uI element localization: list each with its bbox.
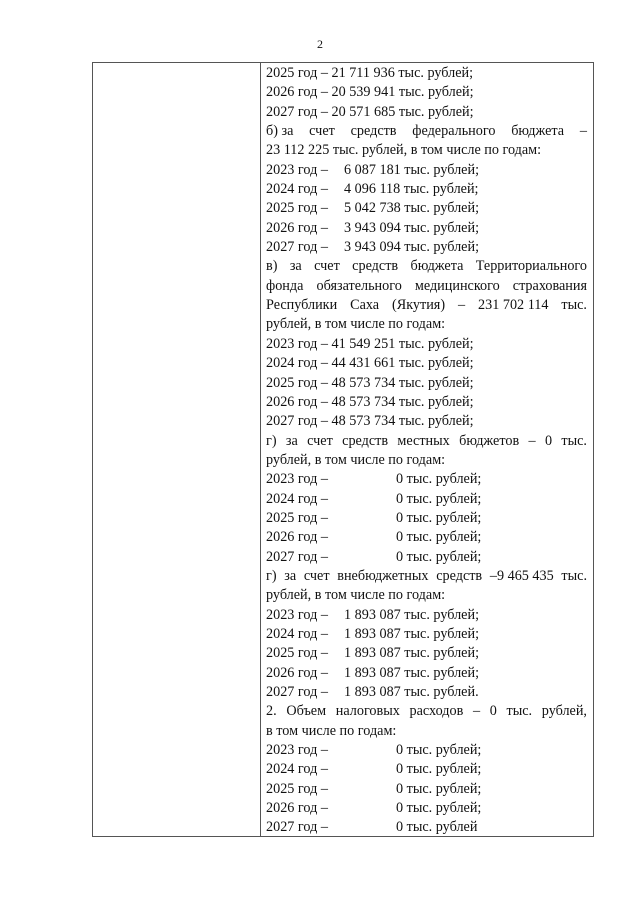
year-label: 2027 год – — [266, 684, 328, 700]
section-v-heading-tail: рублей, в том числе по годам: — [266, 316, 446, 333]
word: Республики — [266, 297, 338, 314]
section-tax-heading — [266, 702, 587, 721]
year-label: 2027 год – — [266, 239, 328, 256]
section-tax-heading-tail: в том числе по годам: — [266, 722, 397, 739]
word: (Якутия) — [392, 297, 446, 314]
table-right-cell — [266, 64, 587, 838]
year-label: 2025 год – — [266, 780, 328, 797]
word: средств — [342, 432, 389, 449]
word: тыс. — [561, 432, 587, 449]
amount-value: 1 893 087 тыс. рублей; — [344, 625, 480, 642]
section-b-heading-tail: 23 112 225 тыс. рублей, в том числе по годам: — [266, 142, 542, 159]
year-label: 2025 год – — [266, 509, 328, 526]
amount-value: 0 тыс. рублей; — [396, 761, 482, 778]
word: – — [472, 703, 481, 720]
amount-value: 4 096 118 тыс. рублей; — [344, 181, 479, 198]
year-row — [266, 470, 587, 489]
text-line: 2026 год – 20 539 941 тыс. рублей; — [266, 84, 474, 101]
year-label: 2027 год – — [266, 819, 328, 836]
word: за — [289, 258, 302, 275]
year-label: 2024 год – — [266, 490, 328, 507]
word: бюджетов — [459, 432, 520, 449]
word: бюджета — [511, 123, 565, 140]
word: местных — [397, 432, 450, 449]
year-row — [266, 780, 587, 799]
year-row: 2024 год – 44 431 661 тыс. рублей; — [266, 355, 474, 372]
amount-value: 1 893 087 тыс. рублей. — [344, 684, 479, 700]
year-row — [266, 548, 587, 567]
year-row — [266, 664, 587, 683]
year-label: 2026 год – — [266, 529, 328, 546]
year-label: 2024 год – — [266, 625, 328, 642]
page-number: 2 — [317, 37, 323, 51]
year-label: 2023 год – — [266, 742, 328, 759]
word: 2. — [266, 703, 277, 720]
word: 0 — [544, 432, 553, 449]
word: в) — [266, 258, 278, 275]
year-label: 2024 год – — [266, 181, 328, 198]
section-g-local-heading — [266, 432, 587, 451]
word: внебюджетных — [337, 567, 429, 584]
word: счет — [303, 567, 330, 584]
amount-value: 3 943 094 тыс. рублей; — [344, 219, 480, 236]
word: средств — [352, 258, 399, 275]
amount-value: 1 893 087 тыс. рублей; — [344, 664, 480, 681]
year-row: 2027 год – 48 573 734 тыс. рублей; — [266, 413, 474, 430]
word: – — [528, 432, 536, 449]
year-row — [266, 199, 587, 218]
amount-value: 5 042 738 тыс. рублей; — [344, 200, 480, 217]
word: бюджета — [410, 258, 464, 275]
amount-value: 1 893 087 тыс. рублей; — [344, 645, 480, 662]
text-line: 2027 год – 20 571 685 тыс. рублей; — [266, 103, 474, 120]
word: за — [285, 432, 298, 449]
amount-value: 0 тыс. рублей; — [396, 509, 482, 526]
year-row — [266, 490, 587, 509]
word: налоговых — [335, 703, 400, 720]
word: Объем — [286, 703, 327, 720]
word: за — [284, 567, 297, 584]
amount-value: 0 тыс. рублей; — [396, 548, 482, 565]
year-label: 2023 год – — [266, 606, 328, 623]
word: счет — [307, 432, 333, 449]
year-label: 2026 год – — [266, 664, 328, 681]
year-row — [266, 180, 587, 199]
year-row: 2026 год – 48 573 734 тыс. рублей; — [266, 393, 474, 410]
amount-value: 0 тыс. рублей; — [396, 529, 482, 546]
year-label: 2026 год – — [266, 800, 328, 817]
year-row — [266, 219, 587, 238]
year-label: 2025 год – — [266, 645, 328, 662]
word: федерального — [412, 123, 496, 140]
section-g-offbudget-heading-tail: рублей, в том числе по годам: — [266, 587, 446, 604]
year-row: 2023 год – 41 549 251 тыс. рублей; — [266, 335, 474, 352]
amount-value: 0 тыс. рублей — [396, 819, 478, 836]
word: 0 — [489, 703, 497, 720]
year-label: 2023 год – — [266, 161, 328, 178]
word: тыс. — [561, 567, 587, 584]
word: расходов — [409, 703, 464, 720]
year-row — [266, 238, 587, 257]
year-row — [266, 644, 587, 663]
word: медицинского — [414, 277, 500, 294]
word: Территориального — [475, 258, 587, 275]
section-g-local-heading-tail: рублей, в том числе по годам: — [266, 451, 446, 468]
section-v-heading-line1 — [266, 257, 587, 276]
amount-value: 0 тыс. рублей; — [396, 742, 482, 759]
section-g-offbudget-heading — [266, 567, 587, 586]
year-row — [266, 606, 587, 625]
word: Саха — [350, 297, 380, 314]
year-label: 2027 год – — [266, 548, 328, 565]
amount-value: 1 893 087 тыс. рублей; — [344, 606, 480, 623]
amount-value: 0 тыс. рублей; — [396, 490, 482, 507]
amount-value: 0 тыс. рублей; — [396, 800, 482, 817]
amount-value: 3 943 094 тыс. рублей; — [344, 239, 480, 256]
year-row — [266, 741, 587, 760]
year-row — [266, 760, 587, 779]
year-row — [266, 625, 587, 644]
year-label: 2025 год – — [266, 200, 328, 217]
word: страхования — [512, 277, 587, 294]
word: рублей, — [541, 703, 587, 720]
year-row — [266, 799, 587, 818]
table-left-cell — [93, 63, 261, 836]
word: счет — [314, 258, 340, 275]
text-line: 2025 год – 21 711 936 тыс. рублей; — [266, 65, 474, 81]
word: б) за — [266, 123, 294, 140]
word: обязательного — [316, 277, 402, 294]
document-table — [92, 62, 594, 837]
word: средств — [350, 123, 397, 140]
section-v-heading-line2 — [266, 277, 587, 296]
year-row — [266, 818, 587, 837]
section-b-heading — [266, 122, 587, 141]
word: г) — [266, 432, 277, 449]
word: фонда — [266, 277, 304, 294]
word: тыс. — [506, 703, 533, 720]
amount-value: 6 087 181 тыс. рублей; — [344, 161, 480, 178]
year-label: 2023 год – — [266, 471, 328, 488]
amount-value: 0 тыс. рублей; — [396, 780, 482, 797]
word: счет — [309, 123, 335, 140]
word: – — [579, 123, 587, 140]
word: тыс. — [561, 297, 587, 314]
word: средств — [436, 567, 483, 584]
year-row — [266, 161, 587, 180]
word: –9 465 435 — [489, 567, 554, 584]
word: – — [458, 297, 466, 314]
section-v-heading-line3 — [266, 296, 587, 315]
year-row — [266, 683, 587, 702]
word: г) — [266, 567, 277, 584]
year-row — [266, 509, 587, 528]
amount-value: 0 тыс. рублей; — [396, 471, 482, 488]
year-row — [266, 528, 587, 547]
year-label: 2024 год – — [266, 761, 328, 778]
year-row: 2025 год – 48 573 734 тыс. рублей; — [266, 374, 474, 391]
word: 231 702 114 — [478, 297, 549, 314]
year-label: 2026 год – — [266, 219, 328, 236]
